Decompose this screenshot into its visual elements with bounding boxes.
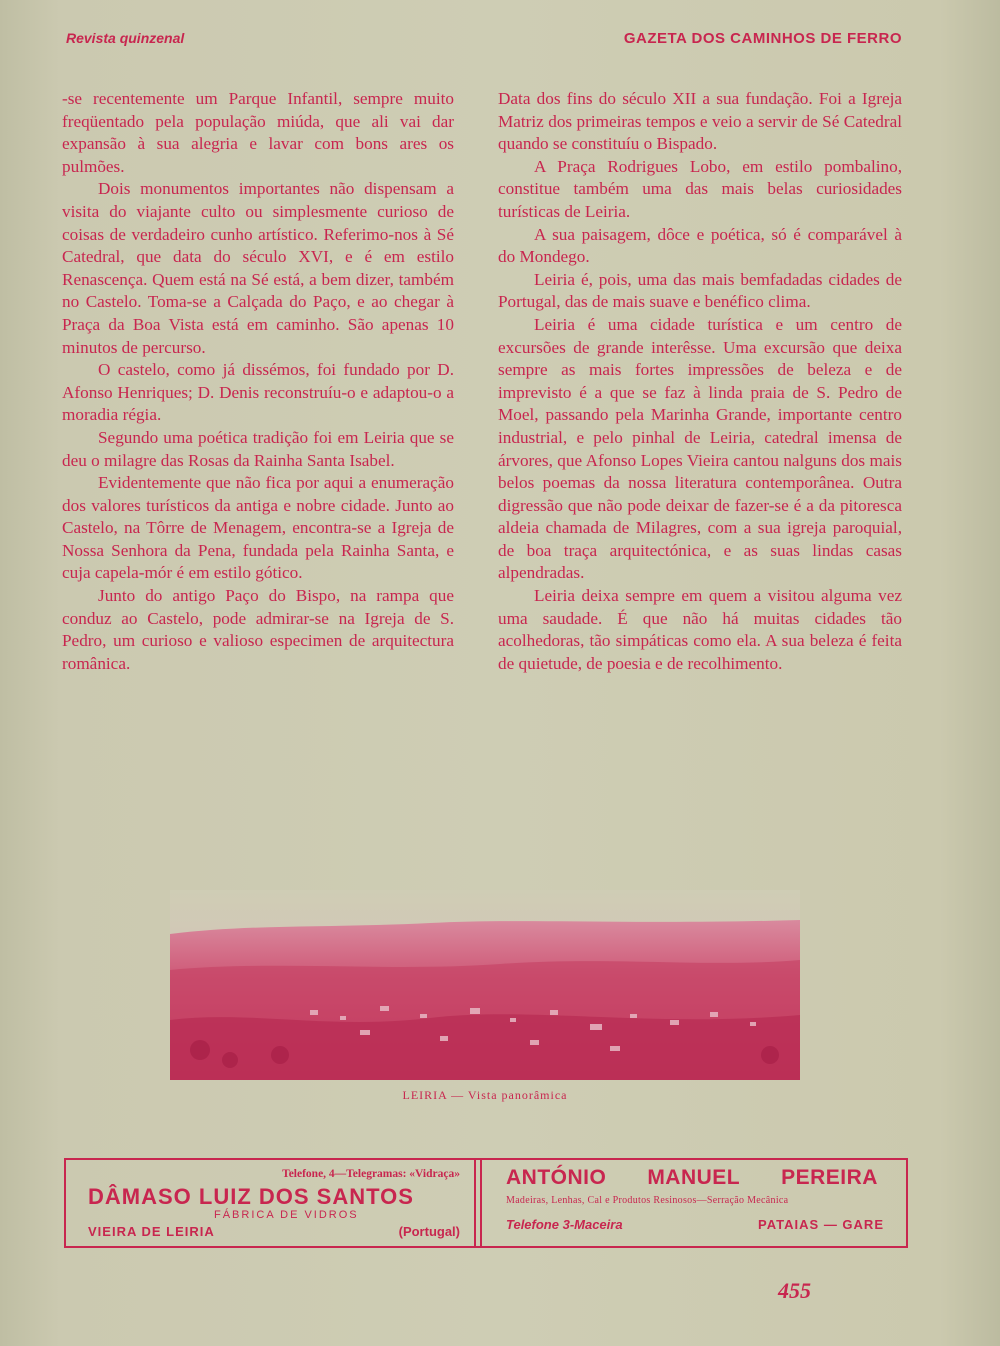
ad-damaso: [66, 1160, 476, 1246]
ad-company-name: [506, 1166, 878, 1190]
header-left: Revista quinzenal: [66, 30, 185, 46]
ad-phone: Telefone, 4—Telegramas: «Vidraça»: [282, 1168, 460, 1180]
paragraph: Leiria é uma cidade turística e um centro de excursões de grande interêsse. Uma excursão que deixa sempre as mais fortes impressões de beleza e de imprevisto é a que se faz à linda praia de S. Pedro de Moel, passando pela Marinha Grande, importante centro industrial, e pelo pinhal de Leiria, catedral imensa de árvores, que Afonso Lopes Vieira cantou nalguns dos mais belos poemas da nossa literatura contemporânea. Outra digressão que não pode deixar de fazer-se é a da pitoresca aldeia chamada de Milagres, com a sua igreja paroquial, de boa traça arquitectónica, e as suas lindas casas alpendradas.: [498, 314, 902, 583]
header-right: GAZETA DOS CAMINHOS DE FERRO: [623, 30, 902, 47]
paragraph: Evidentemente que não fica por aqui a enumeração dos valores turísticos da antiga e nobre cidade. Junto ao Castelo, na Tôrre de Menagem, encontra-se a Igreja de Nossa Senhora da Pena, fundada pela Rainha Santa, e cuja capela-mór é em estilo gótico.: [62, 473, 454, 583]
page-number: 455: [778, 1278, 811, 1303]
paragraph: Leiria deixa sempre em quem a visitou alguma vez uma saudade. É que não há muitas cidades tão acolhedoras, tão simpáticas como ela. A sua beleza é feita de quietude, de poesia e de recolhimento.: [498, 586, 902, 673]
paragraph: A sua paisagem, dôce e poética, só é comparável à do Mondego.: [498, 224, 902, 267]
left-column: [62, 88, 454, 675]
right-column: [498, 88, 902, 675]
ad-subtitle: FÁBRICA DE VIDROS: [214, 1209, 359, 1221]
paragraph: Leiria é, pois, uma das mais bemfadadas cidades de Portugal, das de mais suave e benéfico clima.: [498, 269, 902, 312]
panorama-image: [170, 890, 800, 1080]
figure-caption: LEIRIA — Vista panorâmica: [402, 1088, 568, 1102]
paragraph: Junto do antigo Paço do Bispo, na rampa que conduz ao Castelo, pode admirar-se na Igreja de S. Pedro, um curioso e valioso especimen de arquitectura românica.: [62, 586, 454, 673]
ad-name-word: PEREIRA: [781, 1166, 878, 1189]
paragraph: -se recentemente um Parque Infantil, sempre muito freqüentado pela população miúda, que ali vai dar expansão à sua alegria e lavar com bons ares os pulmões.: [62, 89, 454, 176]
ad-country: (Portugal): [398, 1224, 460, 1239]
ad-name-word: MANUEL: [647, 1166, 741, 1189]
paragraph: Dois monumentos importantes não dispensam a visita do viajante culto ou simplesmente curioso de coisas de verdadeiro cunho artístico. Referimo-nos à Sé Catedral, que data do século XVI, e é em estilo Renascença. Quem está na Sé está, a bem dizer, também no Castelo. Toma-se a Calçada do Paço, e ao chegar à Praça da Boa Vista está em caminho. São apenas 10 minutos de percurso.: [62, 179, 454, 357]
ad-name-word: ANTÓNIO: [506, 1166, 607, 1189]
running-header: [66, 30, 902, 47]
ad-subtitle: Madeiras, Lenhas, Cal e Produtos Resinosos—Serração Mecânica: [506, 1195, 789, 1206]
ad-location: VIEIRA DE LEIRIA: [88, 1224, 215, 1239]
panorama-photo: [170, 890, 800, 1080]
ad-pereira: [480, 1160, 906, 1246]
paragraph: A Praça Rodrigues Lobo, em estilo pombalino, constitue também uma das mais belas curiosidades turísticas de Leiria.: [498, 156, 902, 221]
paragraph: Data dos fins do século XII a sua fundação. Foi a Igreja Matriz dos primeiras tempos e veio a servir de Sé Catedral quando se constituíu o Bispado.: [498, 89, 902, 154]
ad-phone: Telefone 3-Maceira: [506, 1217, 623, 1232]
ad-company-name: DÂMASO LUIZ DOS SANTOS: [88, 1184, 414, 1209]
advertisement-box: [64, 1158, 908, 1248]
ad-location: PATAIAS — GARE: [758, 1217, 884, 1232]
paragraph: O castelo, como já dissémos, foi fundado por D. Afonso Henriques; D. Denis reconstruíu-o e adaptou-o a moradia régia.: [62, 360, 454, 425]
paragraph: Segundo uma poética tradição foi em Leiria que se deu o milagre das Rosas da Rainha Santa Isabel.: [62, 427, 454, 470]
